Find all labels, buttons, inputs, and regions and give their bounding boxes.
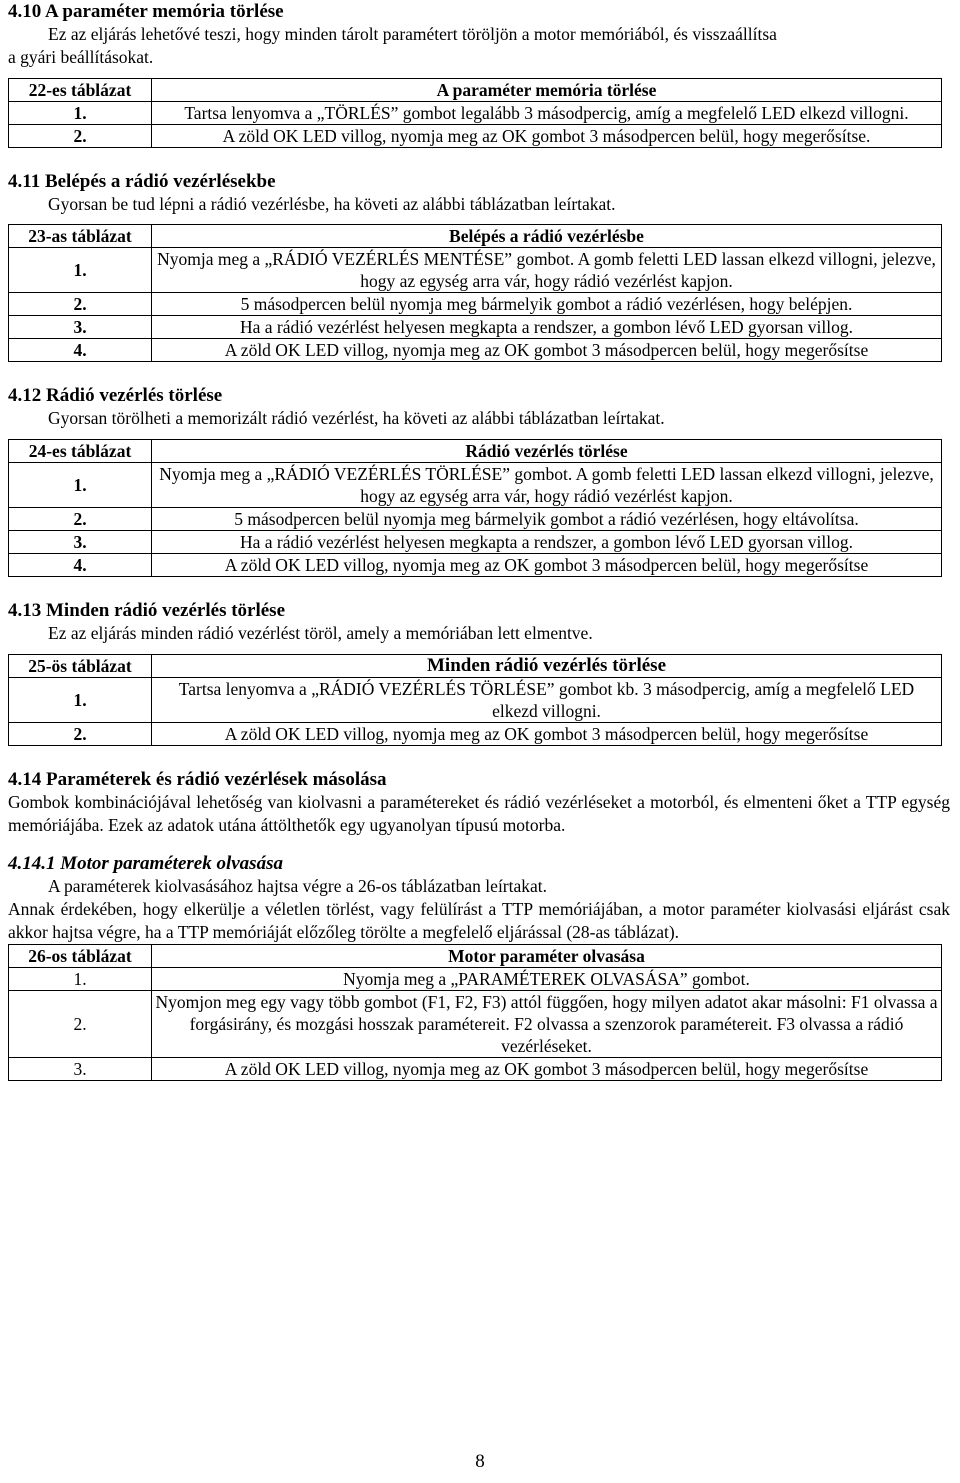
table-row bbox=[9, 124, 942, 147]
table-22-row-1-text: Tartsa lenyomva a „TÖRLÉS” gombot legalább 3 másodpercig, amíg a megfelelő LED elkezd villogni. bbox=[152, 101, 942, 124]
table-22-title: A paraméter memória törlése bbox=[152, 78, 942, 101]
table-26-row-2-text: Nyomjon meg egy vagy több gombot (F1, F2, F3) attól függően, hogy milyen adatot akar másolni: F1 olvassa a forgásirány, és mozgási hosszak paramétereit. F2 olvassa a szenzorok paramétereit. F3 olvassa a rádió vezérléseket. bbox=[152, 990, 942, 1057]
section-4-14-1-intro-line1: A paraméterek kiolvasásához hajtsa végre a 26-os táblázatban leírtakat. bbox=[48, 876, 548, 897]
table-25-label: 25-ös táblázat bbox=[9, 654, 152, 677]
table-25-row-2-num: 2. bbox=[9, 722, 152, 745]
section-4-14-intro: Gombok kombinációjával lehetőség van kiolvasni a paramétereket és rádió vezérléseket a motorból, és elmenteni őket a TTP egység memóriájába. Ezek az adatok utána áttölthetők egy ugyanolyan típusú motorba. bbox=[8, 791, 950, 835]
table-23-row-4-text: A zöld OK LED villog, nyomja meg az OK gombot 3 másodpercen belül, hogy megerősítse bbox=[152, 339, 942, 362]
table-24-row-4-text: A zöld OK LED villog, nyomja meg az OK gombot 3 másodpercen belül, hogy megerősítse bbox=[152, 554, 942, 577]
section-4-14-1-intro-line2: Annak érdekében, hogy elkerülje a véletlen törlést, vagy felülírást a TTP memóriájában, a motor paraméter kiolvasási eljárást csak akkor hajtsa végre, ha a TTP memóriáját előzőleg törölte a megfelelő eljárással (28-as táblázat). bbox=[8, 899, 950, 942]
table-row bbox=[9, 316, 942, 339]
table-25-row-1-text: Tartsa lenyomva a „RÁDIÓ VEZÉRLÉS TÖRLÉSE” gombot kb. 3 másodpercig, amíg a megfelelő LED elkezd villogni. bbox=[152, 677, 942, 722]
table-26 bbox=[8, 944, 942, 1081]
table-25-row-2-text: A zöld OK LED villog, nyomja meg az OK gombot 3 másodpercen belül, hogy megerősítse bbox=[152, 722, 942, 745]
table-24-row-3-num: 3. bbox=[9, 531, 152, 554]
table-24-row-4-num: 4. bbox=[9, 554, 152, 577]
table-row bbox=[9, 990, 942, 1057]
table-22-label: 22-es táblázat bbox=[9, 78, 152, 101]
table-23-row-1-text: Nyomja meg a „RÁDIÓ VEZÉRLÉS MENTÉSE” gombot. A gomb feletti LED lassan elkezd villogni, jelezve, hogy az egység arra vár, hogy rádió vezérlést kapjon. bbox=[152, 248, 942, 293]
table-row bbox=[9, 531, 942, 554]
table-23-row-2-text: 5 másodpercen belül nyomja meg bármelyik gombot a rádió vezérlésen, hogy belépjen. bbox=[152, 293, 942, 316]
table-row bbox=[9, 508, 942, 531]
table-24-row-2-num: 2. bbox=[9, 508, 152, 531]
section-4-13-title: 4.13 Minden rádió vezérlés törlése bbox=[8, 600, 286, 621]
table-row bbox=[9, 101, 942, 124]
section-4-12-intro: Gyorsan törölheti a memorizált rádió vezérlést, ha követi az alábbi táblázatban leírtakat. bbox=[48, 408, 665, 429]
table-24-title: Rádió vezérlés törlése bbox=[152, 440, 942, 463]
table-row bbox=[9, 339, 942, 362]
table-24-row-1-num: 1. bbox=[9, 463, 152, 508]
table-row bbox=[9, 248, 942, 293]
table-row bbox=[9, 293, 942, 316]
table-26-row-2-num: 2. bbox=[9, 990, 152, 1057]
section-4-10-intro-line1: Ez az eljárás lehetővé teszi, hogy minden tárolt paramétert töröljön a motor memóriából, és visszaállítsa bbox=[48, 24, 777, 44]
table-23-row-3-num: 3. bbox=[9, 316, 152, 339]
section-4-10-intro-line2: a gyári beállításokat. bbox=[8, 46, 154, 67]
section-4-14-1-title: 4.14.1 Motor paraméterek olvasása bbox=[8, 853, 283, 875]
table-row bbox=[9, 967, 942, 990]
page-number: 8 bbox=[475, 1451, 485, 1472]
section-4-13-intro: Ez az eljárás minden rádió vezérlést töröl, amely a memóriában lett elmentve. bbox=[48, 623, 593, 643]
table-22-row-1-num: 1. bbox=[9, 101, 152, 124]
table-row bbox=[9, 1057, 942, 1080]
table-26-label: 26-os táblázat bbox=[9, 944, 152, 967]
table-23-title: Belépés a rádió vezérlésbe bbox=[152, 225, 942, 248]
table-24-row-2-text: 5 másodpercen belül nyomja meg bármelyik gombot a rádió vezérlésen, hogy eltávolítsa. bbox=[152, 508, 942, 531]
table-row bbox=[9, 463, 942, 508]
table-24-row-3-text: Ha a rádió vezérlést helyesen megkapta a rendszer, a gombon lévő LED gyorsan villog. bbox=[152, 531, 942, 554]
table-22-row-2-text: A zöld OK LED villog, nyomja meg az OK gombot 3 másodpercen belül, hogy megerősítse. bbox=[152, 124, 942, 147]
table-23-row-3-text: Ha a rádió vezérlést helyesen megkapta a rendszer, a gombon lévő LED gyorsan villog. bbox=[152, 316, 942, 339]
table-24-label: 24-es táblázat bbox=[9, 440, 152, 463]
table-23 bbox=[8, 224, 942, 362]
table-row bbox=[9, 677, 942, 722]
table-26-row-1-num: 1. bbox=[9, 967, 152, 990]
section-4-11-title: 4.11 Belépés a rádió vezérlésekbe bbox=[8, 170, 276, 192]
table-25-row-1-num: 1. bbox=[9, 677, 152, 722]
table-23-row-4-num: 4. bbox=[9, 339, 152, 362]
table-24 bbox=[8, 439, 942, 577]
table-23-row-2-num: 2. bbox=[9, 293, 152, 316]
table-23-row-1-num: 1. bbox=[9, 248, 152, 293]
section-4-12-title: 4.12 Rádió vezérlés törlése bbox=[8, 385, 223, 407]
table-row bbox=[9, 554, 942, 577]
table-25 bbox=[8, 654, 942, 746]
table-row bbox=[9, 722, 942, 745]
table-26-row-3-num: 3. bbox=[9, 1057, 152, 1080]
table-26-title: Motor paraméter olvasása bbox=[152, 944, 942, 967]
table-26-row-3-text: A zöld OK LED villog, nyomja meg az OK gombot 3 másodpercen belül, hogy megerősítse bbox=[152, 1057, 942, 1080]
table-25-title: Minden rádió vezérlés törlése bbox=[152, 654, 942, 677]
table-23-label: 23-as táblázat bbox=[9, 225, 152, 248]
section-4-14-title: 4.14 Paraméterek és rádió vezérlések másolása bbox=[8, 768, 387, 790]
table-22-row-2-num: 2. bbox=[9, 124, 152, 147]
document-page bbox=[8, 0, 950, 1081]
section-4-10-title: 4.10 A paraméter memória törlése bbox=[8, 1, 284, 22]
table-24-row-1-text: Nyomja meg a „RÁDIÓ VEZÉRLÉS TÖRLÉSE” gombot. A gomb feletti LED lassan elkezd villogni, jelezve, hogy az egység arra vár, hogy rádió vezérlést kapjon. bbox=[152, 463, 942, 508]
table-22 bbox=[8, 78, 942, 148]
table-26-row-1-text: Nyomja meg a „PARAMÉTEREK OLVASÁSA” gombot. bbox=[152, 967, 942, 990]
section-4-11-intro: Gyorsan be tud lépni a rádió vezérlésbe, ha követi az alábbi táblázatban leírtakat. bbox=[48, 193, 616, 214]
